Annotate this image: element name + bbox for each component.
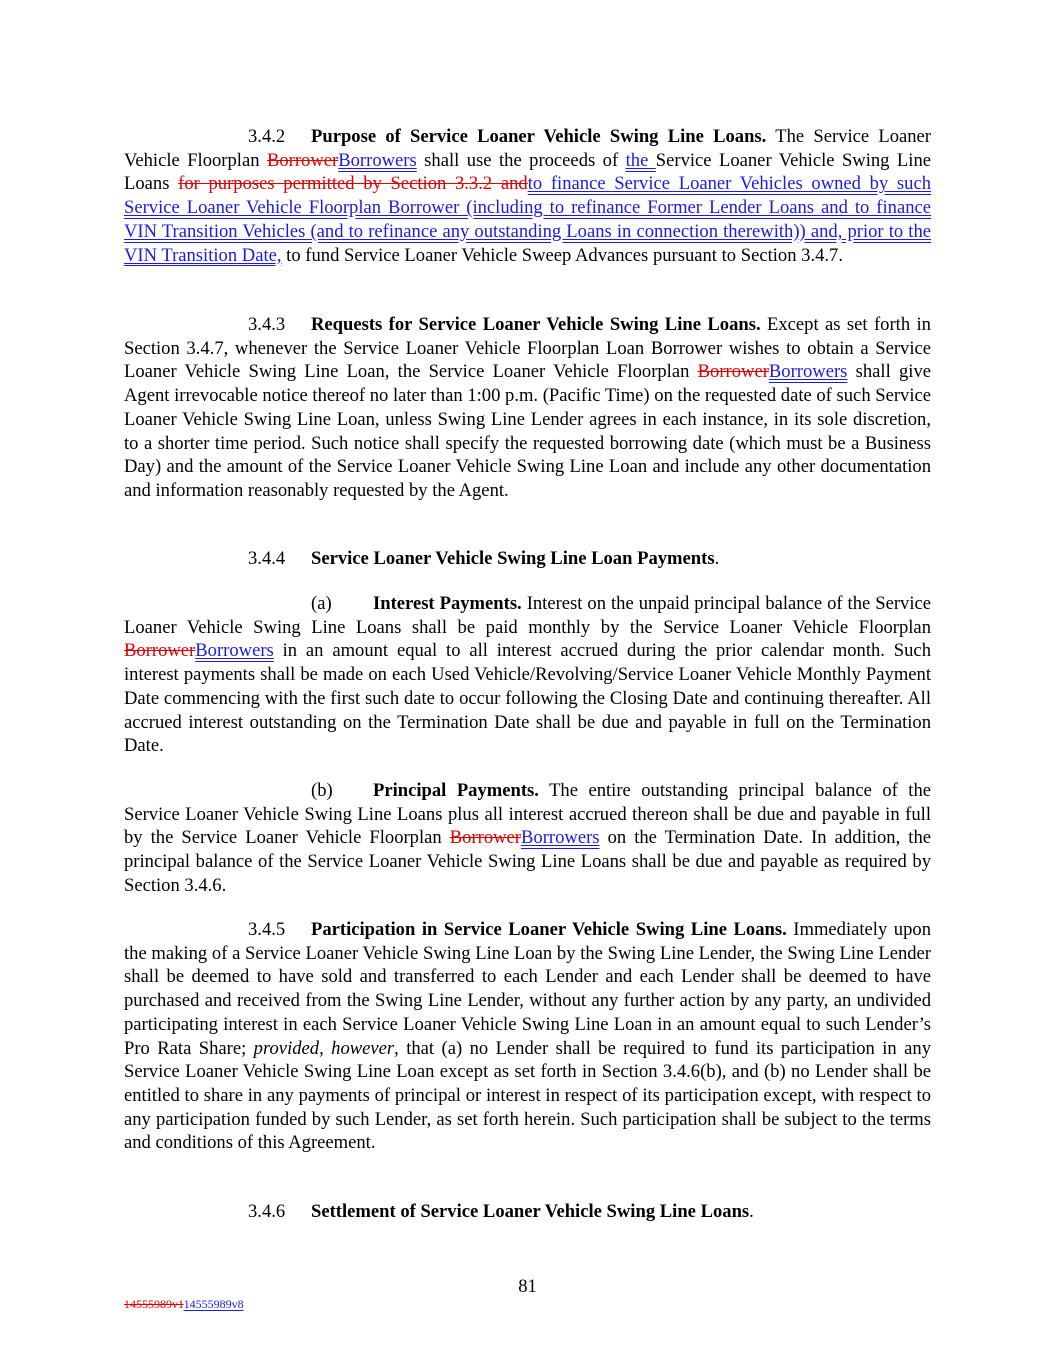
subsection-heading: Principal Payments. [373,780,539,801]
page-number: 81 [518,1276,537,1297]
document-id [124,1297,244,1311]
body-text: , that (a) no Lender shall be required to fund its participation in any Service Loaner Vehicle Swing Line Loan except as set forth in Section 3.4.6(b), and (b) no Lender shall be entitled to share in any payments of principal or interest in respect of its participation except, with respect to any participation funded by such Lender, as set forth herein. Such participation shall be subject to the terms and conditions of this Agreement. [124,1037,931,1154]
body-text: The entire outstanding principal balance of the Service Loaner Vehicle Swing Line Loans plus all interest accrued thereon shall be due and payable in full by the Service Loaner Vehicle Floorplan [124,780,931,849]
inserted-text: Borrowers [195,640,274,662]
deleted-doc-id: 14555989v1 [124,1297,184,1311]
italic-text: provided, however [253,1037,395,1059]
section-number: 3.4.4 [248,548,286,569]
inserted-text: to finance Service Loaner Vehicles owned by such Service Loaner Vehicle Floorplan Borrower (including to refinance Former Lender Loans and to finance VIN Transition Vehicles (and to refinance any outstanding Loans in connection therewith)) and, prior to the VIN Transition Date, [124,173,932,266]
body-text: on the Termination Date. In addition, the principal balance of the Service Loaner Vehicle Swing Line Loans shall be due and payable as required by Section 3.4.6. [124,827,931,896]
deleted-text: Borrower [266,149,339,171]
section-heading: Participation in Service Loaner Vehicle Swing Line Loans. [311,919,787,940]
body-text: to fund Service Loaner Vehicle Sweep Advances pursuant to Section 3.4.7. [281,244,843,266]
deleted-text: Borrower [449,827,522,849]
section-heading: Settlement of Service Loaner Vehicle Swing Line Loans [311,1201,750,1222]
inserted-text: Borrowers [338,149,417,171]
section-number: 3.4.5 [248,919,286,940]
section-heading: Requests for Service Loaner Vehicle Swing Line Loans. [311,314,761,335]
deleted-text: Borrower [697,361,769,383]
subsection-heading: Interest Payments. [373,593,522,614]
section-3-4-4-a [124,592,931,758]
section-3-4-6 [124,1200,931,1224]
subsection-number: (b) [311,780,333,801]
deleted-text: for purposes permitted by Section 3.3.2 and [178,173,528,195]
section-3-4-5 [124,918,931,1155]
section-heading: Service Loaner Vehicle Swing Line Loan Payments [311,548,715,569]
body-text: Immediately upon the making of a Service Loaner Vehicle Swing Line Loan by the Swing Line Lender, the Swing Line Lender shall be deemed to have sold and transferred to each Lender and each Lender shall be deemed to have purchased and received from the Swing Line Lender, without any further action by any party, an undivided participating interest in each Service Loaner Vehicle Swing Line Loan in an amount equal to such Lender’s Pro Rata Share; [124,919,931,1059]
body-text: in an amount equal to all interest accrued during the prior calendar month. Such interest payments shall be made on each Used Vehicle/Revolving/Service Loaner Vehicle Monthly Payment Date commencing with the first such date to occur following the Closing Date and continuing thereafter. All accrued interest outstanding on the Termination Date shall be due and payable in full on the Termination Date. [124,640,931,757]
body-text: shall use the proceeds of [416,149,626,171]
inserted-text: the [625,149,656,171]
section-3-4-2 [124,125,931,267]
section-3-4-4-b [124,779,931,898]
subsection-number: (a) [311,593,332,614]
body-text: . [749,1201,754,1222]
section-number: 3.4.2 [248,126,286,147]
body-text: . [714,548,720,569]
section-number: 3.4.6 [248,1201,286,1222]
body-text: Interest on the unpaid principal balance of the Service Loaner Vehicle Swing Line Loans shall be paid monthly by the Service Loaner Vehicle Floorplan [124,593,931,638]
body-text: Service Loaner Vehicle Swing Line Loans [124,149,931,195]
inserted-doc-id: 14555989v8 [183,1297,244,1311]
section-3-4-3 [124,313,931,503]
body-text: The Service Loaner Vehicle Floorplan [124,126,931,171]
body-text: Except as set forth in Section 3.4.7, whenever the Service Loaner Vehicle Floorplan Loan Borrower wishes to obtain a Service Loaner Vehicle Swing Line Loan, the Service Loaner Vehicle Floorplan [124,314,931,383]
section-3-4-4 [124,547,931,571]
deleted-text: Borrower [124,640,196,662]
section-number: 3.4.3 [248,314,286,335]
inserted-text: Borrowers [768,361,848,383]
section-heading: Purpose of Service Loaner Vehicle Swing Line Loans. [311,126,767,147]
body-text: shall give Agent irrevocable notice thereof no later than 1:00 p.m. (Pacific Time) on the requested date of such Service Loaner Vehicle Swing Line Loan, unless Swing Line Lender agrees in each instance, in its sole discretion, to a shorter time period. Such notice shall specify the requested borrowing date (which must be a Business Day) and the amount of the Service Loaner Vehicle Swing Line Loan and include any other documentation and information reasonably requested by the Agent. [124,361,932,501]
inserted-text: Borrowers [521,827,600,849]
